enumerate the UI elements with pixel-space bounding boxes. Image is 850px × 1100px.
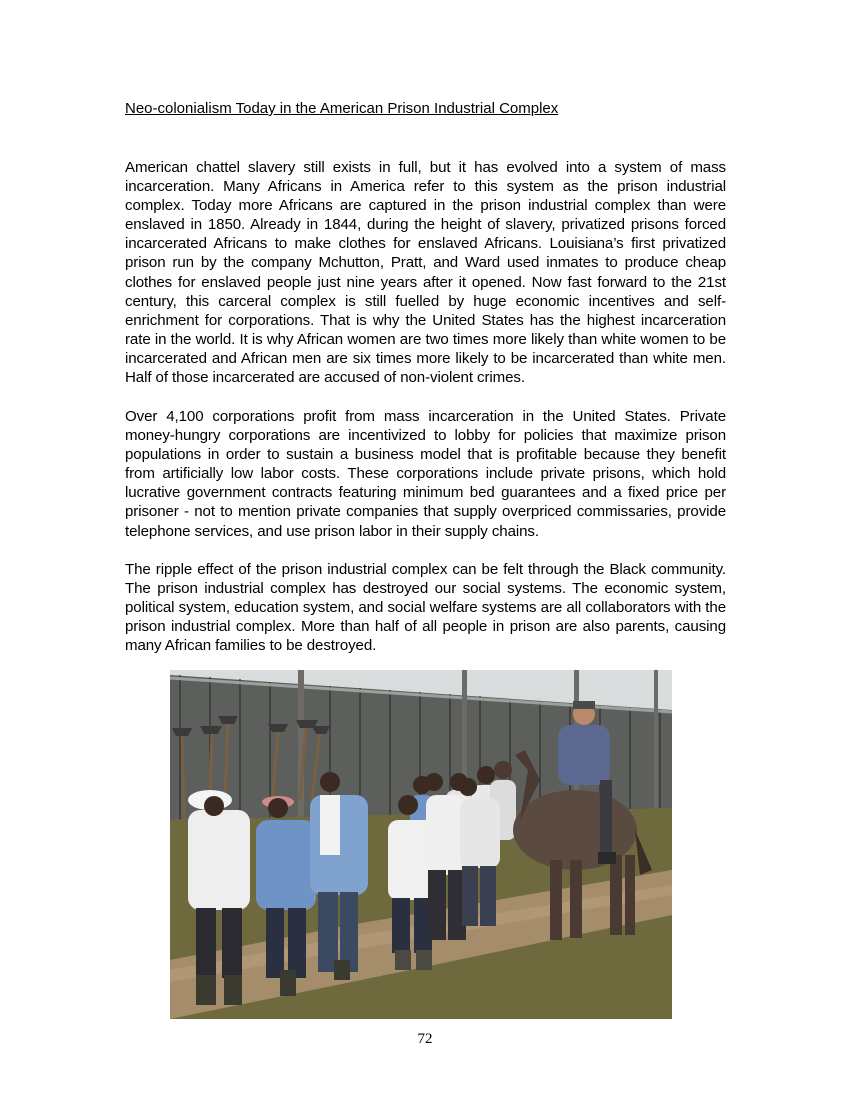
paragraph-corporations: Over 4,100 corporations profit from mass incarceration in the United States. Private money-hungry corporations are incentivized to lobby for policies that maximize prison populations in order to sustain a business model that is profitable because they benefit from artificially low labor costs. These corporations include private prisons, which hold lucrative government contracts featuring minimum bed guarantees and a fixed price per prisoner - not to mention private companies that supply overpriced commissaries, provide telephone services, and use prison labor in their supply chains.	[125, 408, 726, 540]
paragraph-slavery-evolution: American chattel slavery still exists in full, but it has evolved into a system of mass incarceration. Many Africans in America refer to this system as the prison industrial complex. Today more Africans are captured in the prison industrial complex than were enslaved in 1850. Already in 1844, during the height of slavery, privatized prisons forced incarcerated Africans to make clothes for enslaved Africans. Louisiana’s first privatized prison run by the company Mchutton, Pratt, and Ward used inmates to produce cheap clothes for enslaved people just nine years after it opened. Now fast forward to the 21st century, this carceral complex is still fuelled by huge economic incentives and self-enrichment for corporations. That is why the United States has the highest incarceration rate in the world. It is why African women are two times more likely than white women to be incarcerated and African men are six times more likely to be incarcerated than white men. Half of those incarcerated are accused of non-violent crimes.	[125, 159, 726, 387]
prison-labor-photo	[170, 670, 672, 1019]
section-heading: Neo-colonialism Today in the American Prison Industrial Complex	[125, 100, 559, 117]
page-number: 72	[417, 1031, 433, 1047]
paragraph-ripple-effect: The ripple effect of the prison industrial complex can be felt through the Black community. The prison industrial complex has destroyed our social systems. The economic system, political system, education system, and social welfare systems are all collaborators with the prison industrial complex. More than half of all people in prison are also parents, causing many African families to be destroyed.	[125, 561, 726, 655]
